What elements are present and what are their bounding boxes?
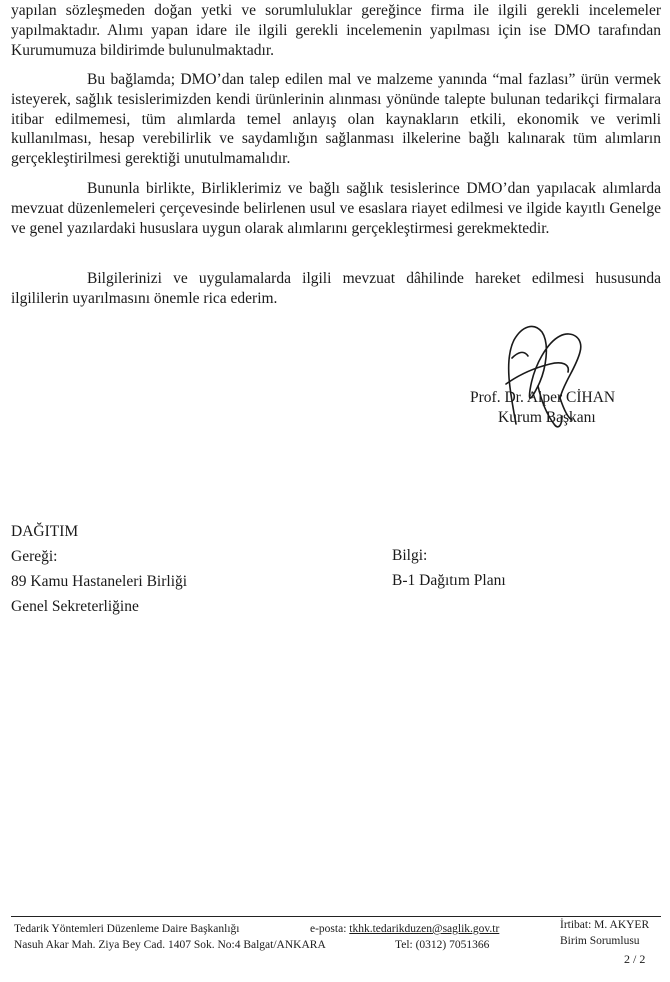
footer-email xyxy=(310,922,499,936)
footer-address: Nasuh Akar Mah. Ziya Bey Cad. 1407 Sok. No:4 Balgat/ANKARA xyxy=(14,939,326,951)
distribution-info-label: Bilgi: xyxy=(392,547,428,564)
body-paragraph-1: yapılan sözleşmeden doğan yetki ve sorumluluklar gereğince firma ile ilgili gerekli incelemeler yapılmaktadır. Alımı yapan idare ile ilgili gerekli incelemenin yapılması için ise DMO tarafından Kurumumuza bildirimde bulunulmaktadır. xyxy=(11,2,661,59)
distribution-block xyxy=(11,519,187,619)
distribution-action-line: 89 Kamu Hastaneleri Birliği xyxy=(11,573,188,590)
signatory-name: Prof. Dr. Alper CİHAN xyxy=(470,389,616,406)
distribution-action-label: Gereği: xyxy=(11,548,58,565)
footer-email-label: e-posta: xyxy=(310,923,347,935)
page-number: 2 / 2 xyxy=(624,952,646,966)
footer-contact: İrtibat: M. AKYER xyxy=(560,919,650,931)
footer-contact-role: Birim Sorumlusu xyxy=(560,935,640,947)
signatory-title: Kurum Başkanı xyxy=(498,409,596,426)
footer-divider xyxy=(11,916,661,917)
footer-phone: Tel: (0312) 7051366 xyxy=(395,939,490,951)
footer-email-link[interactable]: tkhk.tedarikduzen@saglik.gov.tr xyxy=(349,923,500,935)
footer-department: Tedarik Yöntemleri Düzenleme Daire Başkanlığı xyxy=(14,923,240,935)
body-paragraph-4: Bilgilerinizi ve uygulamalarda ilgili mevzuat dâhilinde hareket edilmesi hususunda ilgililerin uyarılmasını önemle rica ederim. xyxy=(11,270,661,307)
body-paragraph-3: Bununla birlikte, Birliklerimiz ve bağlı sağlık tesislerince DMO’dan yapılacak alımlarda mevzuat düzenlemeleri çerçevesinde belirlenen usul ve esaslara riayet edilmesi ve ilgide kayıtlı Genelge ve genel yazılardaki hususlara uygun olarak alımlarını gerçekleştirmesi gerekmektedir. xyxy=(11,180,661,237)
distribution-info-block xyxy=(392,543,506,593)
distribution-action-line: Genel Sekreterliğine xyxy=(11,598,139,615)
distribution-info-line: B-1 Dağıtım Planı xyxy=(392,572,506,589)
distribution-heading: DAĞITIM xyxy=(11,523,79,540)
body-paragraph-2: Bu bağlamda; DMO’dan talep edilen mal ve malzeme yanında “mal fazlası” ürün vermek isteyerek, sağlık tesislerimizden kendi ürünlerinin alınması yönünde talepte bulunan tedarikçi firmalara itibar edilmemesi, tüm alımlarda temel anlayış olan kaynakların etkili, ekonomik ve verimli kullanılması, hesap verebilirlik ve saydamlığın sağlanması ilkelerine bağlı kalınarak tüm alımların gerçekleştirilmesi gerektiği unutulmamalıdır. xyxy=(11,71,661,168)
